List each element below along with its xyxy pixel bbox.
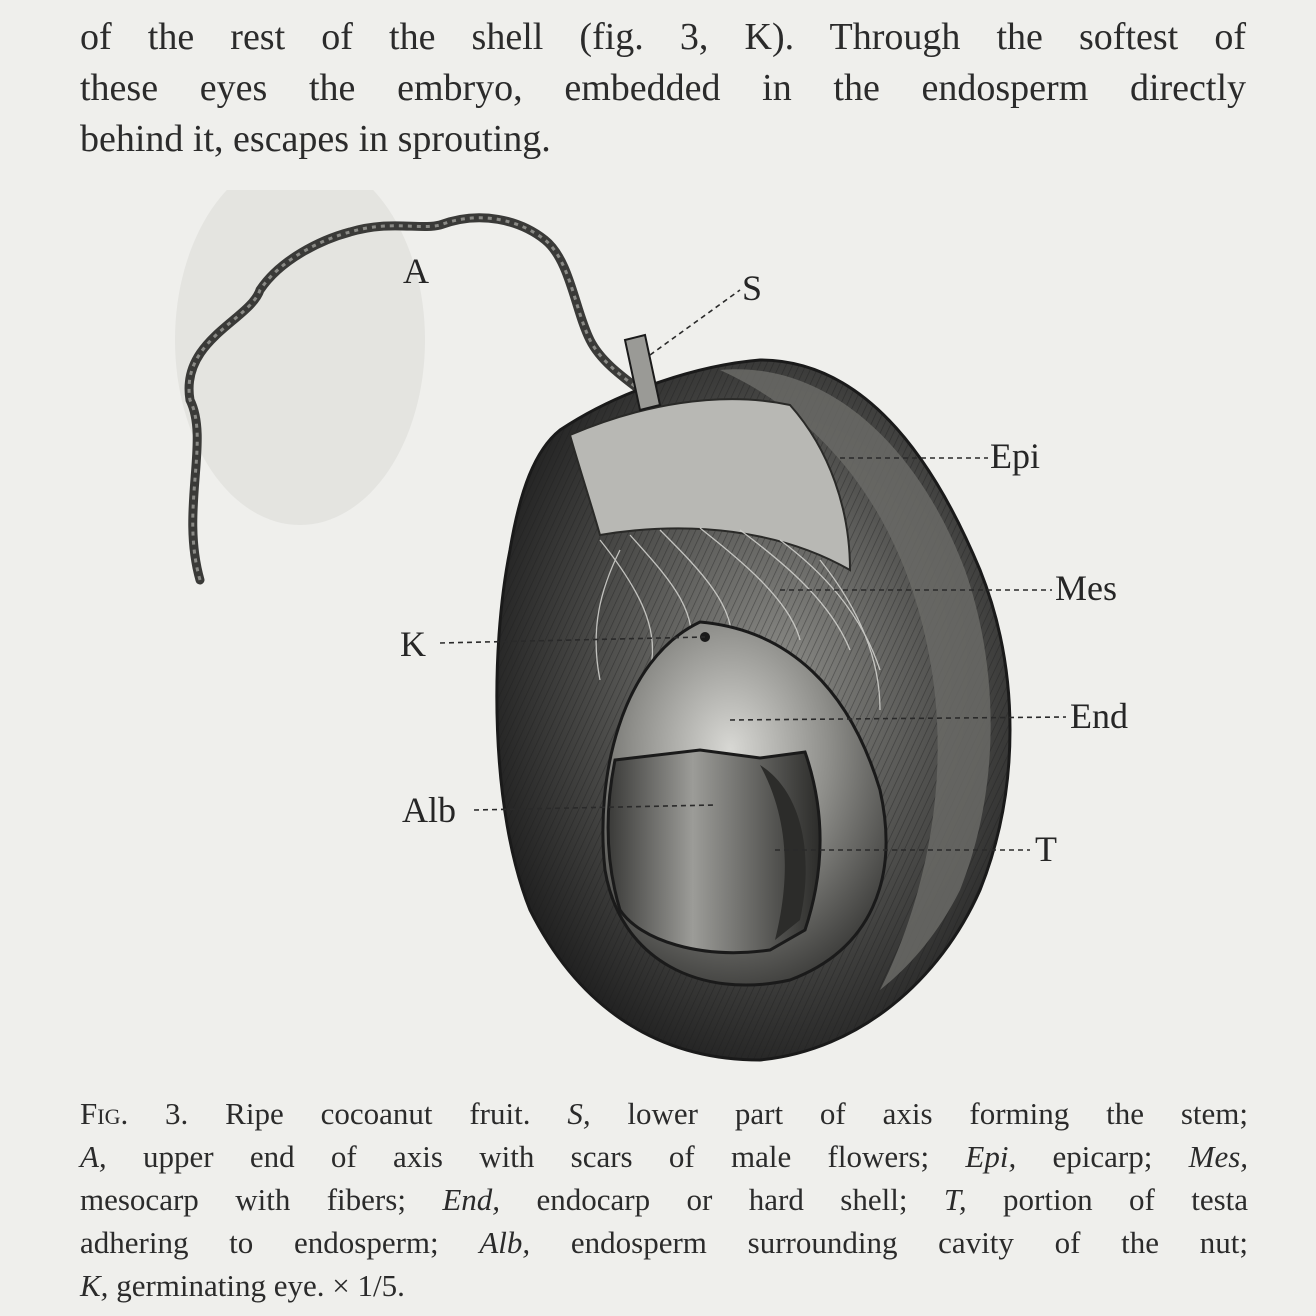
scale-note: × 1/5. (332, 1268, 405, 1303)
coconut-figure (0, 190, 1316, 1080)
caption-s-key: S, (567, 1096, 591, 1131)
leader-s (650, 290, 740, 355)
caption-line-5 (80, 1264, 1248, 1307)
caption-l4-b: endosperm surrounding cavity of the nut; (570, 1225, 1248, 1260)
caption-mes-key: Mes, (1188, 1139, 1249, 1174)
caption-a-key: A, (80, 1139, 107, 1174)
caption-k-key: K, (80, 1268, 109, 1303)
label-a: A (403, 251, 429, 291)
caption-l2-b: upper end of axis with scars of male flowers; (142, 1139, 930, 1174)
label-epi: Epi (990, 436, 1040, 476)
caption-l5-b: germinating eye. (116, 1268, 325, 1303)
label-s: S (742, 268, 763, 308)
caption-line-2 (80, 1135, 1248, 1178)
body-text (80, 12, 1246, 165)
caption-l3-a: mesocarp with fibers; (80, 1182, 406, 1217)
body-text-line-3: behind it, escapes in sprouting. (80, 118, 551, 160)
body-text-line-1: of the rest of the shell (fig. 3, K). Through the softest of (80, 16, 1246, 58)
caption-alb-key: Alb, (479, 1225, 531, 1260)
caption-l1-a: Ripe cocoanut fruit. (225, 1096, 531, 1131)
fig-number: Fig. 3. (80, 1096, 189, 1131)
label-k: K (400, 624, 426, 664)
caption-line-1 (80, 1092, 1248, 1135)
label-t: T (1035, 829, 1057, 869)
caption-l2-c: epicarp; (1052, 1139, 1153, 1174)
caption-line-3 (80, 1178, 1248, 1221)
bleed-through-shadow (175, 190, 425, 525)
caption-l1-b: lower part of axis forming the stem; (627, 1096, 1248, 1131)
label-alb: Alb (402, 790, 456, 830)
caption-t-key: T, (943, 1182, 967, 1217)
caption-line-4 (80, 1221, 1248, 1264)
coconut-illustration (0, 190, 1316, 1080)
caption-epi-key: Epi, (965, 1139, 1017, 1174)
caption-l4-a: adhering to endosperm; (80, 1225, 439, 1260)
label-mes: Mes (1055, 568, 1117, 608)
caption-l3-b: endocarp or hard shell; (536, 1182, 908, 1217)
caption-end-key: End, (442, 1182, 501, 1217)
caption-l3-c: portion of testa (1003, 1182, 1249, 1217)
figure-caption (80, 1092, 1248, 1307)
body-text-line-2: these eyes the embryo, embedded in the endosperm directly (80, 67, 1246, 109)
label-end: End (1070, 696, 1128, 736)
